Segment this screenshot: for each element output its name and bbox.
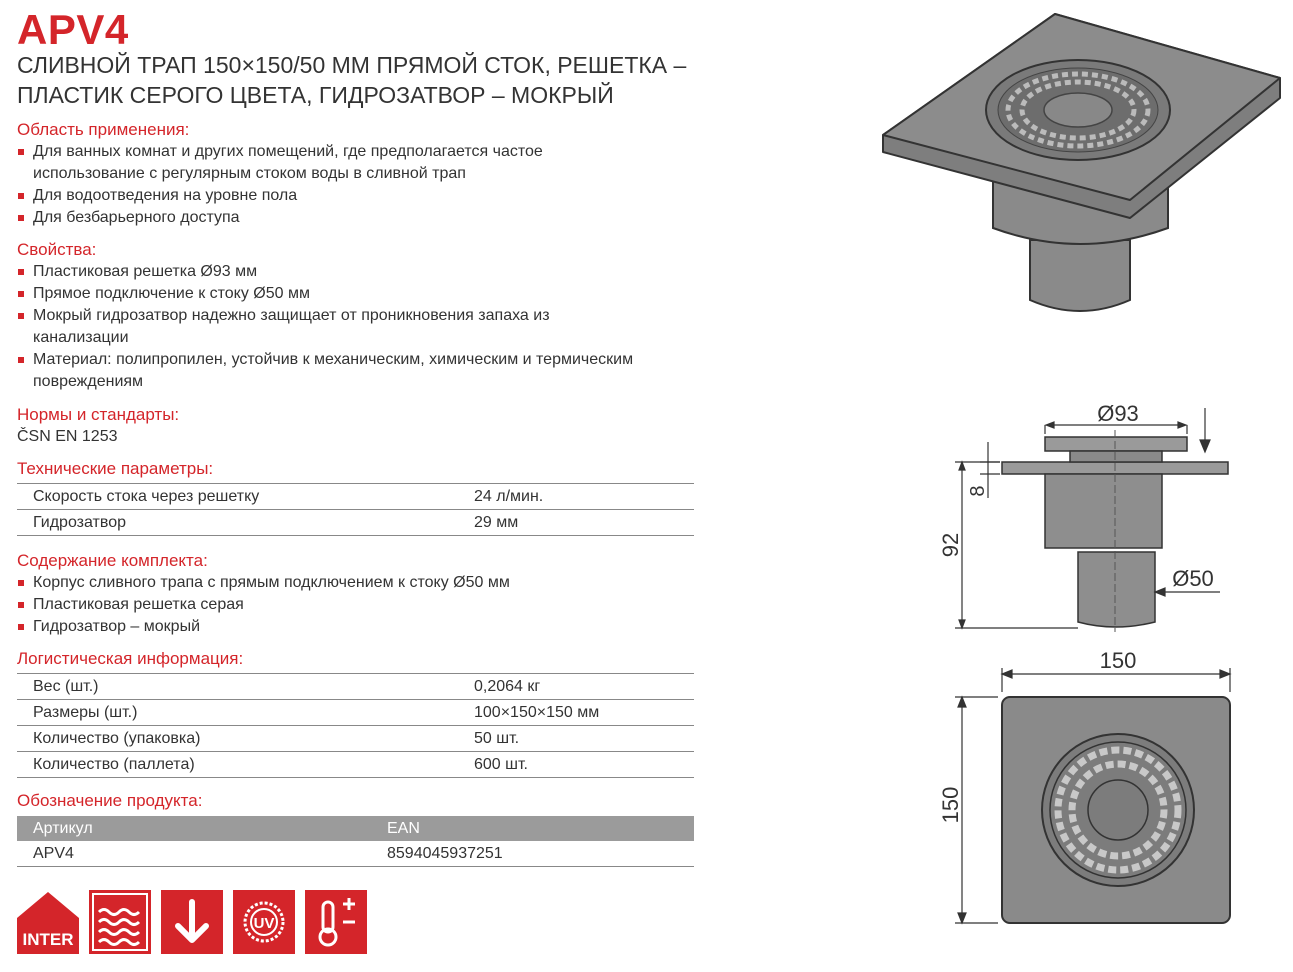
subtitle-line-2: ПЛАСТИК СЕРОГО ЦВЕТА, ГИДРОЗАТВОР – МОКРЫЙ [17, 82, 614, 108]
param-value: 600 шт. [474, 752, 694, 778]
list-item: Мокрый гидрозатвор надежно защищает от проникновения запаха из канализации [17, 305, 637, 349]
column-header-ean: EAN [371, 816, 694, 841]
properties-title: Свойства: [17, 240, 97, 259]
param-value: 29 мм [474, 510, 694, 536]
param-label: Вес (шт.) [17, 674, 474, 700]
param-value: 50 шт. [474, 726, 694, 752]
top-view-drawing [1002, 697, 1230, 923]
list-item: Корпус сливного трапа с прямым подключением к стоку Ø50 мм [17, 572, 637, 594]
grate-diameter-label: Ø93 [1097, 401, 1139, 426]
list-item: Пластиковая решетка серая [17, 594, 637, 616]
param-value: 100×150×150 мм [474, 700, 694, 726]
list-item: Гидрозатвор – мокрый [17, 616, 637, 638]
standards-title: Нормы и стандарты: [17, 405, 180, 424]
flange-label: 8 [967, 485, 989, 497]
param-label: Количество (упаковка) [17, 726, 474, 752]
outlet-diameter-label: Ø50 [1172, 566, 1214, 591]
param-value: 0,2064 кг [474, 674, 694, 700]
list-item: Прямое подключение к стоку Ø50 мм [17, 283, 637, 305]
param-value: 24 л/мин. [474, 484, 694, 510]
article-value: APV4 [17, 841, 371, 867]
list-item: Для водоотведения на уровне пола [17, 185, 637, 207]
height-label: 92 [938, 532, 963, 558]
application-title: Область применения: [17, 120, 190, 139]
ean-value: 8594045937251 [371, 841, 694, 867]
contents-title: Содержание комплекта: [17, 551, 208, 570]
list-item: Пластиковая решетка Ø93 мм [17, 261, 637, 283]
param-label: Размеры (шт.) [17, 700, 474, 726]
logistics-title: Логистическая информация: [17, 649, 244, 668]
list-item: Материал: полипропилен, устойчив к механическим, химическим и термическим повреждениям [17, 349, 637, 393]
param-label: Гидрозатвор [17, 510, 474, 536]
column-header-article: Артикул [17, 816, 371, 841]
technical-title: Технические параметры: [17, 459, 214, 478]
svg-text:INTER: INTER [22, 930, 74, 949]
width-label: 150 [1099, 648, 1137, 673]
subtitle-line-1: СЛИВНОЙ ТРАП 150×150/50 ММ ПРЯМОЙ СТОК, РЕШЕТКА – [17, 52, 687, 78]
product-designation-title: Обозначение продукта: [17, 791, 203, 810]
list-item: Для безбарьерного доступа [17, 207, 637, 229]
standards-value: ČSN EN 1253 [17, 428, 118, 445]
side-view-drawing [1002, 430, 1228, 632]
product-3d-image [883, 14, 1280, 311]
param-label: Количество (паллета) [17, 752, 474, 778]
list-item: Для ванных комнат и других помещений, где предполагается частое использование с регулярным стоком воды в сливной трап [17, 141, 637, 185]
param-label: Скорость стока через решетку [17, 484, 474, 510]
product-title: APV4 [17, 6, 129, 53]
depth-label: 150 [938, 786, 963, 824]
svg-text:UV: UV [253, 915, 275, 932]
